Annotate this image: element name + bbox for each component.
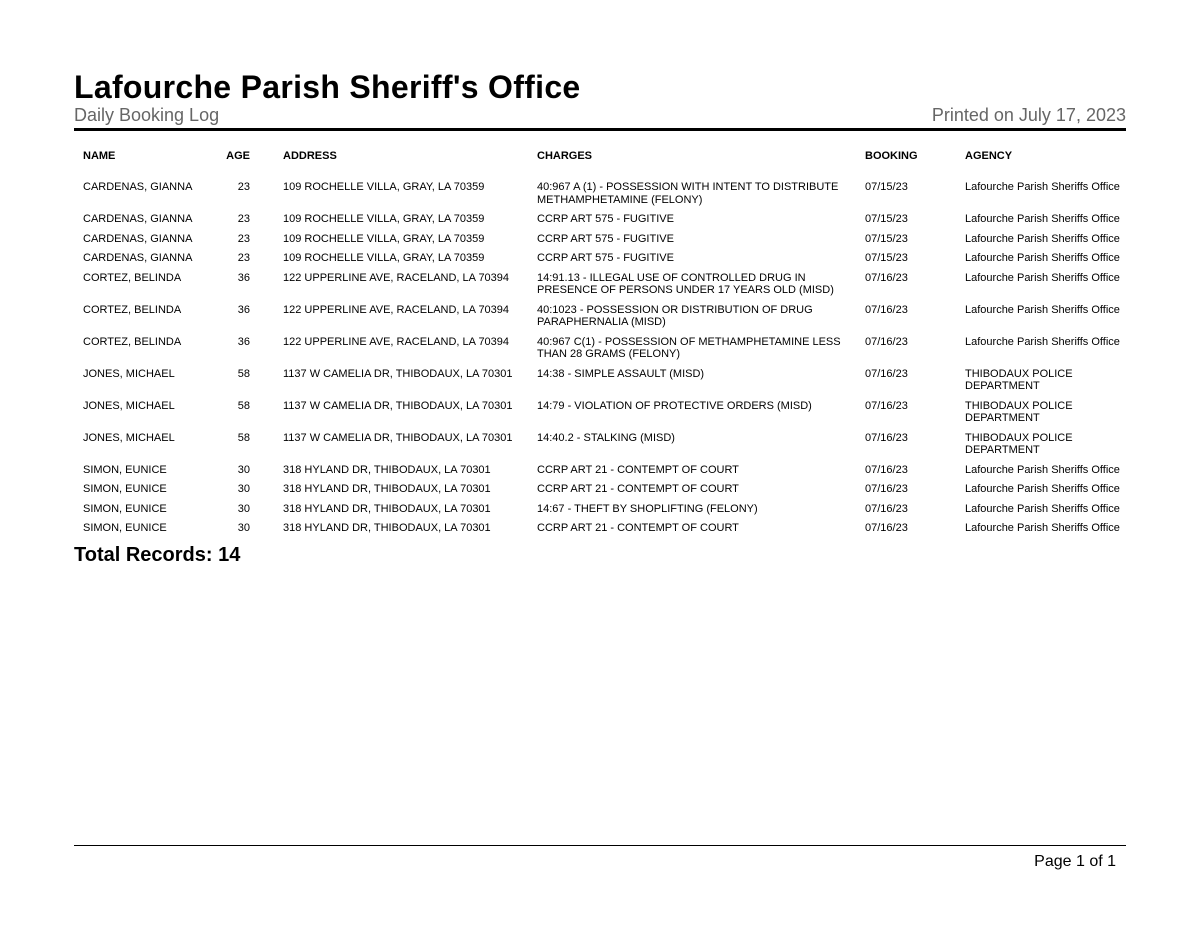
- table-row: [80, 500, 1126, 520]
- cell-charges: 40:1023 - POSSESSION OR DISTRIBUTION OF DRUG PARAPHERNALIA (MISD): [537, 303, 813, 328]
- table-row: [80, 269, 1126, 301]
- cell-name: CARDENAS, GIANNA: [83, 252, 193, 264]
- cell-booking: 07/16/23: [865, 522, 908, 534]
- column-header-address: ADDRESS: [283, 150, 337, 162]
- cell-age: 30: [237, 463, 250, 476]
- cell-booking: 07/15/23: [865, 213, 908, 225]
- cell-agency: THIBODAUX POLICE DEPARTMENT: [965, 431, 1073, 456]
- column-header-booking: BOOKING: [865, 150, 918, 162]
- cell-name: SIMON, EUNICE: [83, 522, 167, 534]
- cell-name: CORTEZ, BELINDA: [83, 303, 182, 316]
- cell-charges: 40:967 C(1) - POSSESSION OF METHAMPHETAMINE LESS THAN 28 GRAMS (FELONY): [537, 335, 841, 360]
- cell-name: CARDENAS, GIANNA: [83, 232, 193, 245]
- cell-charges: CCRP ART 21 - CONTEMPT OF COURT: [537, 522, 739, 534]
- cell-age: 30: [237, 522, 250, 534]
- cell-agency: Lafourche Parish Sheriffs Office: [965, 483, 1120, 495]
- cell-agency: THIBODAUX POLICE DEPARTMENT: [965, 399, 1073, 424]
- cell-agency: Lafourche Parish Sheriffs Office: [965, 522, 1120, 534]
- cell-charges: 14:40.2 - STALKING (MISD): [537, 431, 675, 444]
- table-row: [80, 480, 1126, 500]
- column-header-age: AGE: [226, 150, 250, 162]
- cell-name: JONES, MICHAEL: [83, 367, 175, 380]
- cell-booking: 07/16/23: [865, 463, 908, 476]
- cell-booking: 07/15/23: [865, 232, 908, 245]
- cell-address: 122 UPPERLINE AVE, RACELAND, LA 70394: [283, 271, 510, 284]
- cell-booking: 07/16/23: [865, 431, 908, 444]
- cell-address: 318 HYLAND DR, THIBODAUX, LA 70301: [283, 502, 491, 515]
- cell-booking: 07/16/23: [865, 271, 908, 284]
- cell-name: SIMON, EUNICE: [83, 463, 167, 476]
- report-subheader: [74, 104, 1126, 128]
- table-row: [80, 210, 1126, 230]
- cell-address: 1137 W CAMELIA DR, THIBODAUX, LA 70301: [283, 367, 513, 380]
- cell-charges: CCRP ART 21 - CONTEMPT OF COURT: [537, 483, 739, 495]
- cell-age: 23: [237, 213, 250, 225]
- cell-address: 122 UPPERLINE AVE, RACELAND, LA 70394: [283, 335, 510, 348]
- report-title: Lafourche Parish Sheriff's Office: [74, 69, 581, 105]
- header-row: [80, 146, 1126, 178]
- cell-age: 36: [237, 335, 250, 348]
- cell-booking: 07/16/23: [865, 502, 908, 515]
- cell-agency: Lafourche Parish Sheriffs Office: [965, 271, 1120, 284]
- cell-charges: 14:67 - THEFT BY SHOPLIFTING (FELONY): [537, 502, 758, 515]
- cell-age: 58: [237, 367, 250, 380]
- cell-address: 109 ROCHELLE VILLA, GRAY, LA 70359: [283, 252, 485, 264]
- cell-agency: Lafourche Parish Sheriffs Office: [965, 232, 1120, 245]
- cell-booking: 07/15/23: [865, 252, 908, 264]
- table-row: [80, 429, 1126, 461]
- cell-age: 36: [237, 271, 250, 284]
- cell-booking: 07/15/23: [865, 181, 908, 193]
- printed-date: Printed on July 17, 2023: [931, 105, 1126, 125]
- cell-charges: 40:967 A (1) - POSSESSION WITH INTENT TO DISTRIBUTE METHAMPHETAMINE (FELONY): [537, 181, 839, 206]
- cell-name: CARDENAS, GIANNA: [83, 213, 193, 225]
- total-records: Total Records: 14: [74, 544, 241, 566]
- cell-name: JONES, MICHAEL: [83, 431, 175, 444]
- page-number: Page 1 of 1: [1034, 853, 1116, 870]
- cell-age: 23: [237, 232, 250, 245]
- table-row: [80, 249, 1126, 269]
- cell-name: CORTEZ, BELINDA: [83, 271, 182, 284]
- cell-age: 30: [237, 483, 250, 495]
- table-row: [80, 301, 1126, 333]
- cell-age: 30: [237, 502, 250, 515]
- cell-agency: Lafourche Parish Sheriffs Office: [965, 502, 1120, 515]
- cell-agency: Lafourche Parish Sheriffs Office: [965, 303, 1120, 316]
- table-row: [80, 230, 1126, 250]
- cell-name: CORTEZ, BELINDA: [83, 335, 182, 348]
- cell-charges: CCRP ART 575 - FUGITIVE: [537, 252, 674, 264]
- cell-address: 1137 W CAMELIA DR, THIBODAUX, LA 70301: [283, 431, 513, 444]
- table-row: [80, 333, 1126, 365]
- footer-divider: [74, 845, 1126, 846]
- table-row: [80, 178, 1126, 210]
- cell-agency: THIBODAUX POLICE DEPARTMENT: [965, 367, 1073, 392]
- cell-booking: 07/16/23: [865, 335, 908, 348]
- cell-name: SIMON, EUNICE: [83, 483, 167, 495]
- cell-address: 318 HYLAND DR, THIBODAUX, LA 70301: [283, 522, 491, 534]
- report-subtitle: Daily Booking Log: [74, 105, 220, 125]
- cell-age: 58: [237, 399, 250, 412]
- cell-name: JONES, MICHAEL: [83, 399, 175, 412]
- table-row: [80, 519, 1126, 539]
- column-header-charges: CHARGES: [537, 150, 593, 162]
- cell-booking: 07/16/23: [865, 399, 908, 412]
- table-body: [80, 178, 1126, 539]
- cell-agency: Lafourche Parish Sheriffs Office: [965, 252, 1120, 264]
- cell-booking: 07/16/23: [865, 367, 908, 380]
- report-header: [74, 68, 1126, 128]
- cell-agency: Lafourche Parish Sheriffs Office: [965, 463, 1120, 476]
- cell-charges: CCRP ART 575 - FUGITIVE: [537, 232, 674, 245]
- cell-address: 318 HYLAND DR, THIBODAUX, LA 70301: [283, 483, 491, 495]
- cell-agency: Lafourche Parish Sheriffs Office: [965, 335, 1120, 348]
- cell-address: 109 ROCHELLE VILLA, GRAY, LA 70359: [283, 232, 485, 245]
- cell-address: 318 HYLAND DR, THIBODAUX, LA 70301: [283, 463, 491, 476]
- cell-name: SIMON, EUNICE: [83, 502, 167, 515]
- cell-age: 23: [237, 252, 250, 264]
- cell-age: 58: [237, 431, 250, 444]
- cell-age: 23: [237, 181, 250, 193]
- header-divider: [74, 128, 1126, 131]
- cell-agency: Lafourche Parish Sheriffs Office: [965, 213, 1120, 225]
- cell-charges: 14:91.13 - ILLEGAL USE OF CONTROLLED DRUG IN PRESENCE OF PERSONS UNDER 17 YEARS OLD (MISD): [537, 271, 834, 296]
- cell-age: 36: [237, 303, 250, 316]
- cell-address: 109 ROCHELLE VILLA, GRAY, LA 70359: [283, 181, 485, 193]
- column-header-name: NAME: [83, 150, 116, 162]
- table-row: [80, 397, 1126, 429]
- cell-charges: CCRP ART 21 - CONTEMPT OF COURT: [537, 463, 739, 476]
- cell-charges: 14:38 - SIMPLE ASSAULT (MISD): [537, 367, 705, 380]
- cell-address: 122 UPPERLINE AVE, RACELAND, LA 70394: [283, 303, 510, 316]
- column-header-agency: AGENCY: [965, 150, 1013, 162]
- cell-address: 1137 W CAMELIA DR, THIBODAUX, LA 70301: [283, 399, 513, 412]
- booking-log-table: [80, 146, 1126, 539]
- cell-booking: 07/16/23: [865, 483, 908, 495]
- table-row: [80, 365, 1126, 397]
- cell-booking: 07/16/23: [865, 303, 908, 316]
- table-header: [80, 146, 1126, 178]
- cell-agency: Lafourche Parish Sheriffs Office: [965, 181, 1120, 193]
- table-row: [80, 461, 1126, 481]
- cell-address: 109 ROCHELLE VILLA, GRAY, LA 70359: [283, 213, 485, 225]
- cell-charges: CCRP ART 575 - FUGITIVE: [537, 213, 674, 225]
- cell-charges: 14:79 - VIOLATION OF PROTECTIVE ORDERS (MISD): [537, 399, 812, 412]
- cell-name: CARDENAS, GIANNA: [83, 181, 193, 193]
